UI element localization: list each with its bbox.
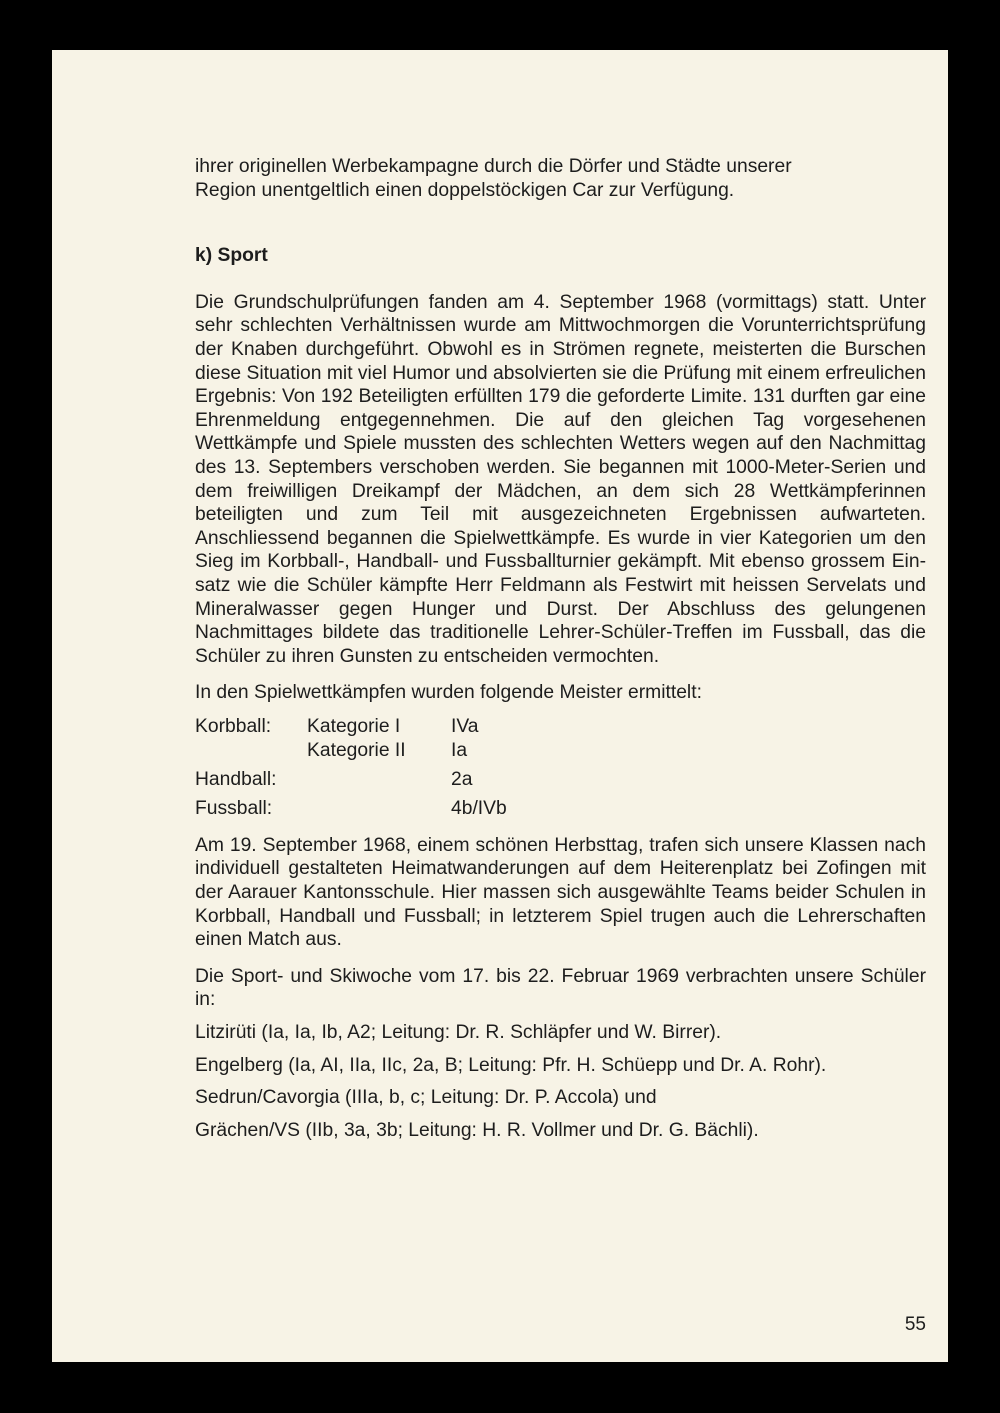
winning-class: 4b/IVb <box>451 797 507 819</box>
document-page <box>52 50 948 1362</box>
exam-paragraph: Die Grundschulprüfungen fanden am 4. September 1968 (vormittags) statt. Unter sehr schlechten Verhältnissen wurde am Mittwochmorgen die Vorunterrichtsprüfung der Knaben durchgeführt. Obwohl es in Strömen regnete, meisterten die Burschen diese Situation mit viel Humor und absolvierten sie die Prüfung mit einem erfreulichen Ergebnis: Von 192 Beteiligten erfüllten 179 die geforderte Limite. 131 durften gar eine Ehrenmeldung entgegennehmen. Die auf den gleichen Tag vorgesehenen Wettkämpfe und Spiele mussten des schlechten Wetters wegen auf den Nachmittag des 13. Septembers verschoben werden. Sie begannen mit 1000-Meter-Serien und dem freiwilligen Dreikampf der Mädchen, an dem sich 28 Wettkämpferinnen beteiligten und zum Teil mit ausgezeichneten Ergebnissen aufwarteten. Anschliessend begannen die Spielwettkämpfe. Es wurde in vier Kategorien um den Sieg im Korbball-, Handball- und Fussballturnier gekämpft. Mit ebenso grossem Einsatz wie die Schüler kämpfte Herr Feldmann als Festwirt mit heissen Servelats und Mineralwasser gegen Hunger und Durst. Der Abschluss des gelungenen Nachmittages bildete das traditionelle Lehrer-Schüler-Treffen im Fussball, das die Schüler zu ihren Gunsten zu entscheiden vermochten. <box>195 291 926 667</box>
sport-label-handball: Handball: <box>195 768 277 790</box>
intro-line-2: Region unentgeltlich einen doppelstöckigen Car zur Verfügung. <box>195 179 735 201</box>
intro-line-1: ihrer originellen Werbekampagne durch die Dörfer und Städte unserer <box>195 156 792 177</box>
excursion-paragraph: Am 19. September 1968, einem schönen Herbsttag, trafen sich unsere Klassen nach individuell gestalteten Heimatwanderungen auf dem Heiterenplatz bei Zofingen mit der Aarauer Kantonsschule. Hier massen sich ausgewählte Teams beider Schulen in Korbball, Handball und Fussball; in letzterem Spiel trugen auch die Lehrerschaften einen Match aus. <box>195 834 926 951</box>
champions-intro: In den Spielwettkämpfen wurden folgende Meister ermittelt: <box>195 682 702 704</box>
camp-litziruti: Litzirüti (Ia, Ia, Ib, A2; Leitung: Dr. R. Schläpfer und W. Birrer). <box>195 1022 722 1044</box>
winning-class: 2a <box>451 768 473 790</box>
camp-graechen: Grächen/VS (IIb, 3a, 3b; Leitung: H. R. Vollmer und Dr. G. Bächli). <box>195 1119 759 1141</box>
sport-label-korbball: Korbball: <box>195 715 272 737</box>
winning-class: IVa <box>451 715 479 737</box>
champions-table <box>195 715 595 821</box>
result-row-handball <box>195 768 595 792</box>
result-row-korbball-2 <box>195 739 595 763</box>
page-content <box>195 155 926 1142</box>
result-row-fussball <box>195 797 595 821</box>
category-label: Kategorie II <box>307 739 406 761</box>
sport-label-fussball: Fussball: <box>195 797 273 819</box>
section-heading: k) Sport <box>195 245 268 267</box>
category-label: Kategorie I <box>307 715 401 737</box>
camp-sedrun: Sedrun/Cavorgia (IIIa, b, c; Leitung: Dr. P. Accola) und <box>195 1087 657 1109</box>
result-row-korbball-1 <box>195 715 595 739</box>
ski-week-paragraph: Die Sport- und Skiwoche vom 17. bis 22. Februar 1969 verbrachten unsere Schüler in: <box>195 965 926 1011</box>
winning-class: Ia <box>451 739 468 761</box>
page-number: 55 <box>904 1314 926 1335</box>
intro-paragraph <box>195 155 926 202</box>
camp-engelberg: Engelberg (Ia, AI, IIa, IIc, 2a, B; Leitung: Pfr. H. Schüepp und Dr. A. Rohr). <box>195 1054 827 1076</box>
